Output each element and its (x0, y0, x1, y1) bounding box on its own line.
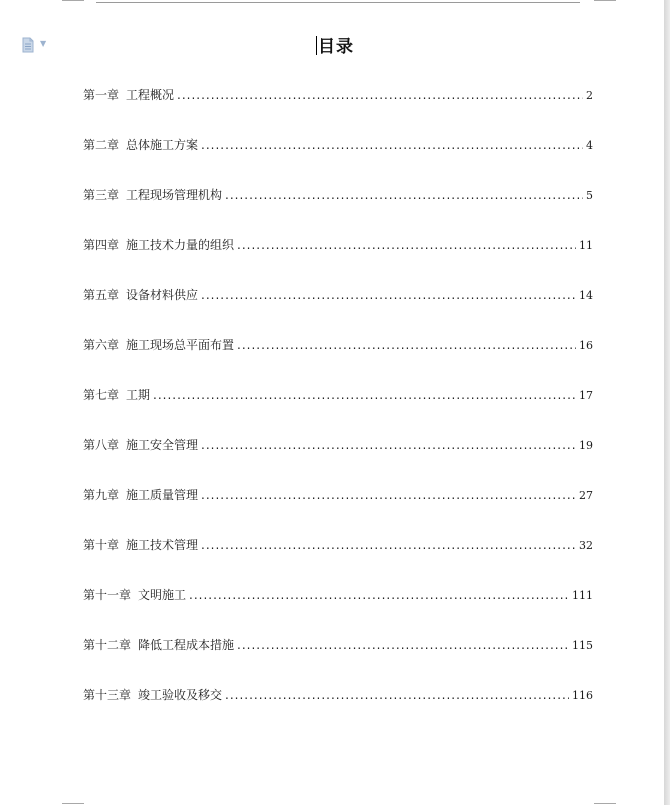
toc-page-number: 14 (579, 289, 593, 302)
title-text: 目录 (318, 37, 354, 57)
toc-entry[interactable] (83, 636, 593, 686)
toc-page-number: 5 (586, 189, 593, 202)
toc-entry[interactable] (83, 136, 593, 186)
page-top-edge (96, 2, 580, 3)
toc-entry[interactable] (83, 436, 593, 486)
toc-leader (237, 638, 569, 652)
toc-entry[interactable] (83, 386, 593, 436)
toc-leader (201, 438, 576, 452)
toc-chapter: 第十三章 (83, 688, 132, 702)
toc-entry[interactable] (83, 536, 593, 586)
toc-page-number: 27 (579, 489, 593, 502)
toc-title: 竣工验收及移交 (138, 688, 223, 702)
toc-leader (237, 238, 576, 252)
toc-page-number: 115 (572, 639, 593, 652)
toc-entry[interactable] (83, 186, 593, 236)
toc-title: 总体施工方案 (126, 138, 199, 152)
toc-title: 设备材料供应 (126, 288, 199, 302)
toc-entry[interactable] (83, 286, 593, 336)
toc-title: 施工质量管理 (126, 488, 199, 502)
toc-entry[interactable] (83, 686, 593, 736)
crop-mark-bottom-left (62, 803, 84, 804)
toc-page-number: 19 (579, 439, 593, 452)
crop-mark-top-left (62, 0, 84, 1)
toc-leader (237, 338, 576, 352)
toc-page-number: 4 (586, 139, 593, 152)
toc-title: 施工技术管理 (126, 538, 199, 552)
toc-page-number: 2 (586, 89, 593, 102)
toc-title: 工期 (126, 388, 151, 402)
toc-leader (201, 138, 583, 152)
crop-mark-top-right (594, 0, 616, 1)
toc-leader (189, 588, 569, 602)
toc-chapter: 第七章 (83, 388, 120, 402)
toc-title: 施工技术力量的组织 (126, 238, 235, 252)
toc-title: 工程概况 (126, 88, 175, 102)
toc-entry[interactable] (83, 236, 593, 286)
toc-page-number: 32 (579, 539, 593, 552)
toc-entry[interactable] (83, 586, 593, 636)
page-title (0, 32, 670, 57)
toc-chapter: 第十章 (83, 538, 120, 552)
toc-leader (201, 538, 576, 552)
toc-chapter: 第五章 (83, 288, 120, 302)
toc-leader (201, 288, 576, 302)
toc-chapter: 第二章 (83, 138, 120, 152)
toc-chapter: 第九章 (83, 488, 120, 502)
toc-page-number: 116 (572, 689, 593, 702)
toc-title: 文明施工 (138, 588, 187, 602)
toc-chapter: 第四章 (83, 238, 120, 252)
toc-chapter: 第十一章 (83, 588, 132, 602)
toc-entry[interactable] (83, 336, 593, 386)
crop-mark-bottom-right (594, 803, 616, 804)
table-of-contents (83, 86, 593, 736)
toc-leader (225, 688, 569, 702)
toc-chapter: 第十二章 (83, 638, 132, 652)
toc-chapter: 第三章 (83, 188, 120, 202)
toc-title: 施工现场总平面布置 (126, 338, 235, 352)
toc-page-number: 16 (579, 339, 593, 352)
toc-chapter: 第八章 (83, 438, 120, 452)
toc-entry[interactable] (83, 86, 593, 136)
toc-entry[interactable] (83, 486, 593, 536)
toc-chapter: 第六章 (83, 338, 120, 352)
toc-page-number: 111 (572, 589, 593, 602)
toc-title: 降低工程成本措施 (138, 638, 235, 652)
text-cursor (316, 36, 317, 55)
toc-leader (225, 188, 583, 202)
toc-page-number: 11 (579, 239, 593, 252)
toc-chapter: 第一章 (83, 88, 120, 102)
dropdown-caret-icon[interactable]: ▼ (40, 39, 47, 48)
toc-page-number: 17 (579, 389, 593, 402)
page-edge-shadow (664, 0, 670, 805)
toc-leader (201, 488, 576, 502)
toc-title: 施工安全管理 (126, 438, 199, 452)
toc-leader (153, 388, 576, 402)
toc-leader (177, 88, 583, 102)
toc-title: 工程现场管理机构 (126, 188, 223, 202)
